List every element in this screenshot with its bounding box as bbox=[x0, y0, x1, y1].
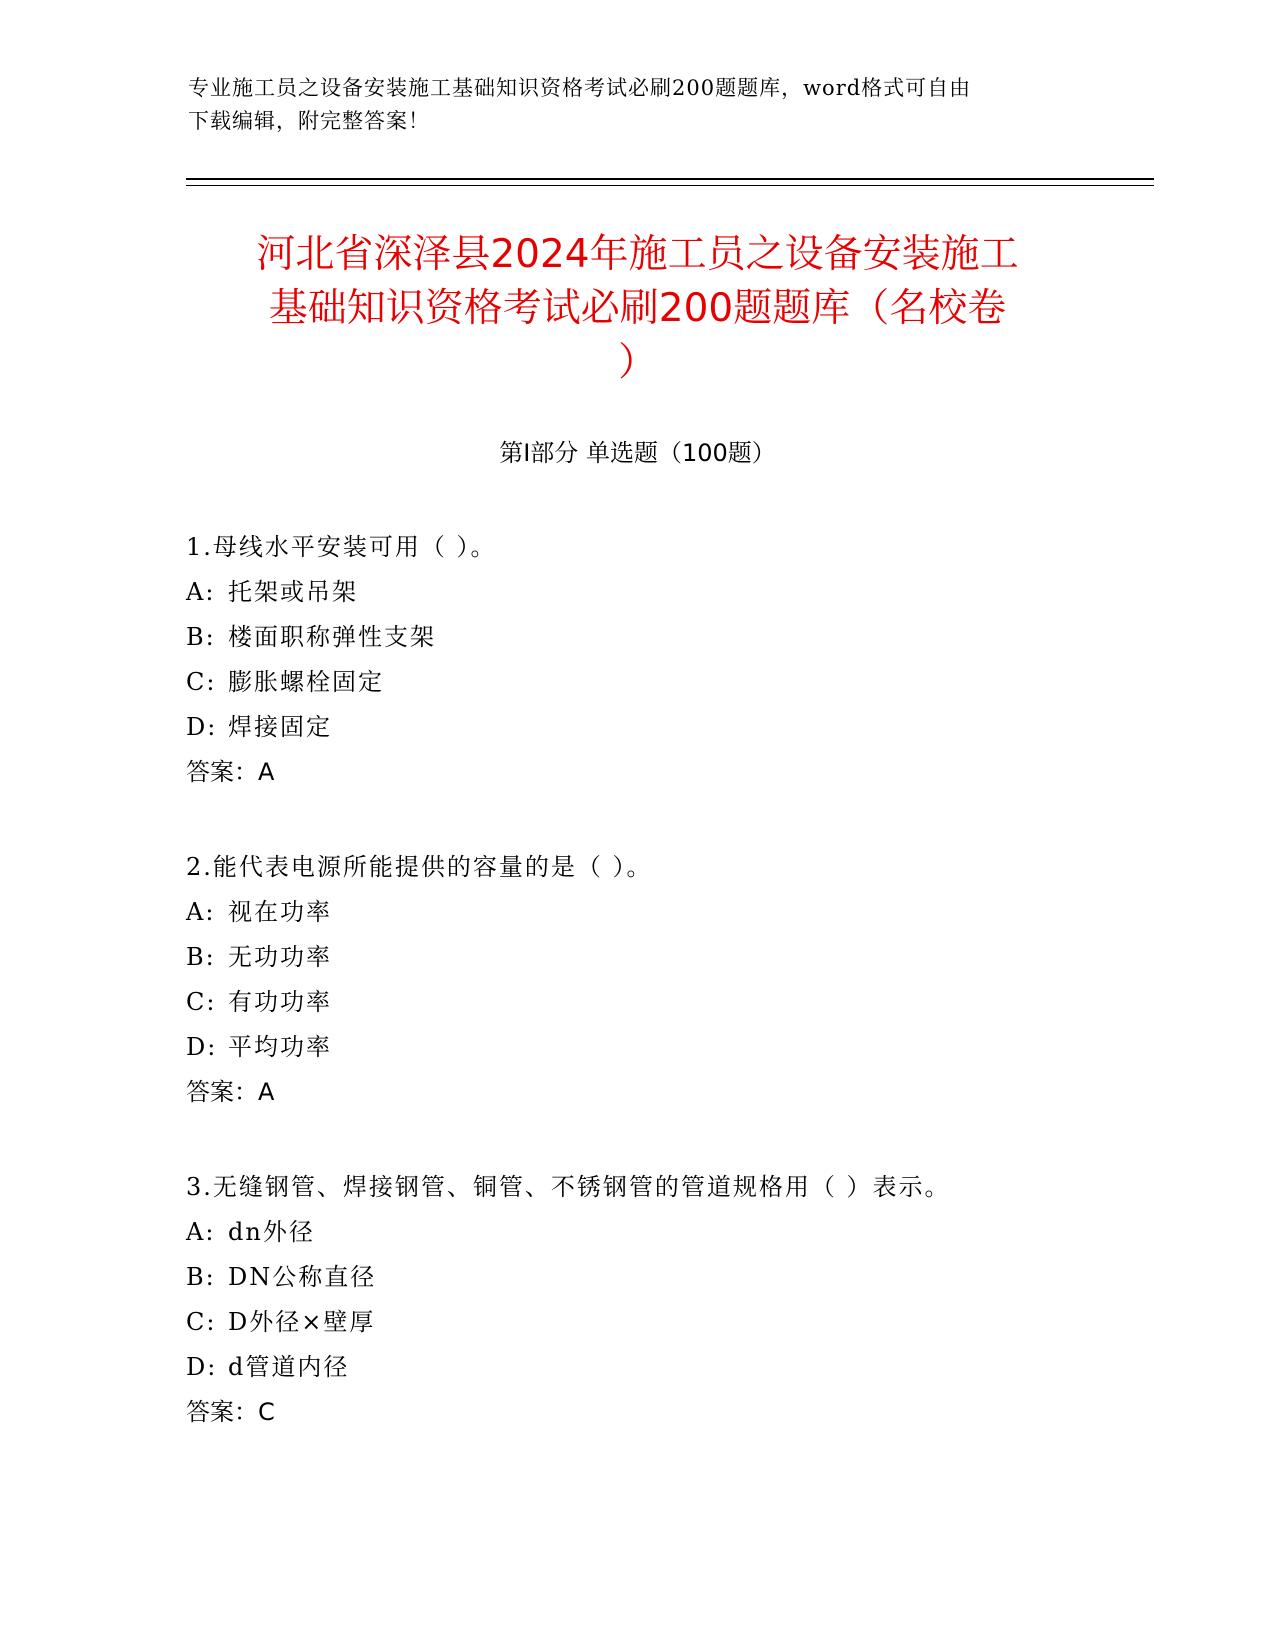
title-line-3: ） bbox=[617, 340, 657, 385]
header-divider-thick bbox=[186, 178, 1154, 180]
header-line-1: 专业施工员之设备安装施工基础知识资格考试必刷200题题库，word格式可自由 bbox=[188, 76, 972, 100]
option-key: C: bbox=[186, 668, 217, 696]
option-text: d管道内径 bbox=[228, 1353, 350, 1381]
question-stem: 3.无缝钢管、焊接钢管、铜管、不锈钢管的管道规格用（ ）表示。 bbox=[186, 1173, 951, 1201]
header-divider-thin bbox=[186, 185, 1154, 186]
page-header bbox=[188, 72, 1088, 138]
option-key: B: bbox=[186, 623, 216, 651]
option-text: 有功功率 bbox=[228, 988, 332, 1016]
answer-line: 答案：A bbox=[186, 1078, 275, 1106]
option-key: C: bbox=[186, 1308, 217, 1336]
answer-line: 答案：C bbox=[186, 1398, 275, 1426]
question-3 bbox=[186, 1165, 1136, 1435]
option-key: C: bbox=[186, 988, 217, 1016]
option-d bbox=[186, 1025, 1136, 1070]
option-c bbox=[186, 1300, 1136, 1345]
option-text: 无功功率 bbox=[228, 943, 332, 971]
question-1 bbox=[186, 525, 1136, 795]
option-text: 焊接固定 bbox=[228, 713, 332, 741]
option-key: B: bbox=[186, 943, 216, 971]
option-key: A: bbox=[186, 1218, 216, 1246]
option-b bbox=[186, 1255, 1136, 1300]
section-heading: 第Ⅰ部分 单选题（100题） bbox=[499, 439, 776, 467]
document-title bbox=[150, 228, 1125, 390]
option-text: 托架或吊架 bbox=[228, 578, 358, 606]
option-c bbox=[186, 660, 1136, 705]
option-text: D外径×壁厚 bbox=[228, 1308, 376, 1336]
question-stem: 1.母线水平安装可用（ ）。 bbox=[186, 533, 497, 561]
title-line-2: 基础知识资格考试必刷200题题库（名校卷 bbox=[268, 286, 1007, 331]
option-key: B: bbox=[186, 1263, 216, 1291]
option-text: 楼面职称弹性支架 bbox=[228, 623, 436, 651]
option-d bbox=[186, 1345, 1136, 1390]
question-stem: 2.能代表电源所能提供的容量的是（ ）。 bbox=[186, 853, 653, 881]
option-key: D: bbox=[186, 1033, 218, 1061]
option-text: 视在功率 bbox=[228, 898, 332, 926]
option-text: dn外径 bbox=[228, 1218, 315, 1246]
option-a bbox=[186, 570, 1136, 615]
option-b bbox=[186, 615, 1136, 660]
question-2 bbox=[186, 845, 1136, 1115]
option-a bbox=[186, 890, 1136, 935]
option-key: D: bbox=[186, 713, 218, 741]
option-c bbox=[186, 980, 1136, 1025]
option-b bbox=[186, 935, 1136, 980]
option-d bbox=[186, 705, 1136, 750]
option-key: D: bbox=[186, 1353, 218, 1381]
option-key: A: bbox=[186, 578, 216, 606]
option-text: DN公称直径 bbox=[228, 1263, 377, 1291]
option-key: A: bbox=[186, 898, 216, 926]
option-text: 膨胀螺栓固定 bbox=[228, 668, 384, 696]
title-line-1: 河北省深泽县2024年施工员之设备安装施工 bbox=[256, 232, 1019, 277]
answer-line: 答案：A bbox=[186, 758, 275, 786]
option-text: 平均功率 bbox=[228, 1033, 332, 1061]
header-line-2: 下载编辑，附完整答案！ bbox=[188, 109, 430, 133]
option-a bbox=[186, 1210, 1136, 1255]
